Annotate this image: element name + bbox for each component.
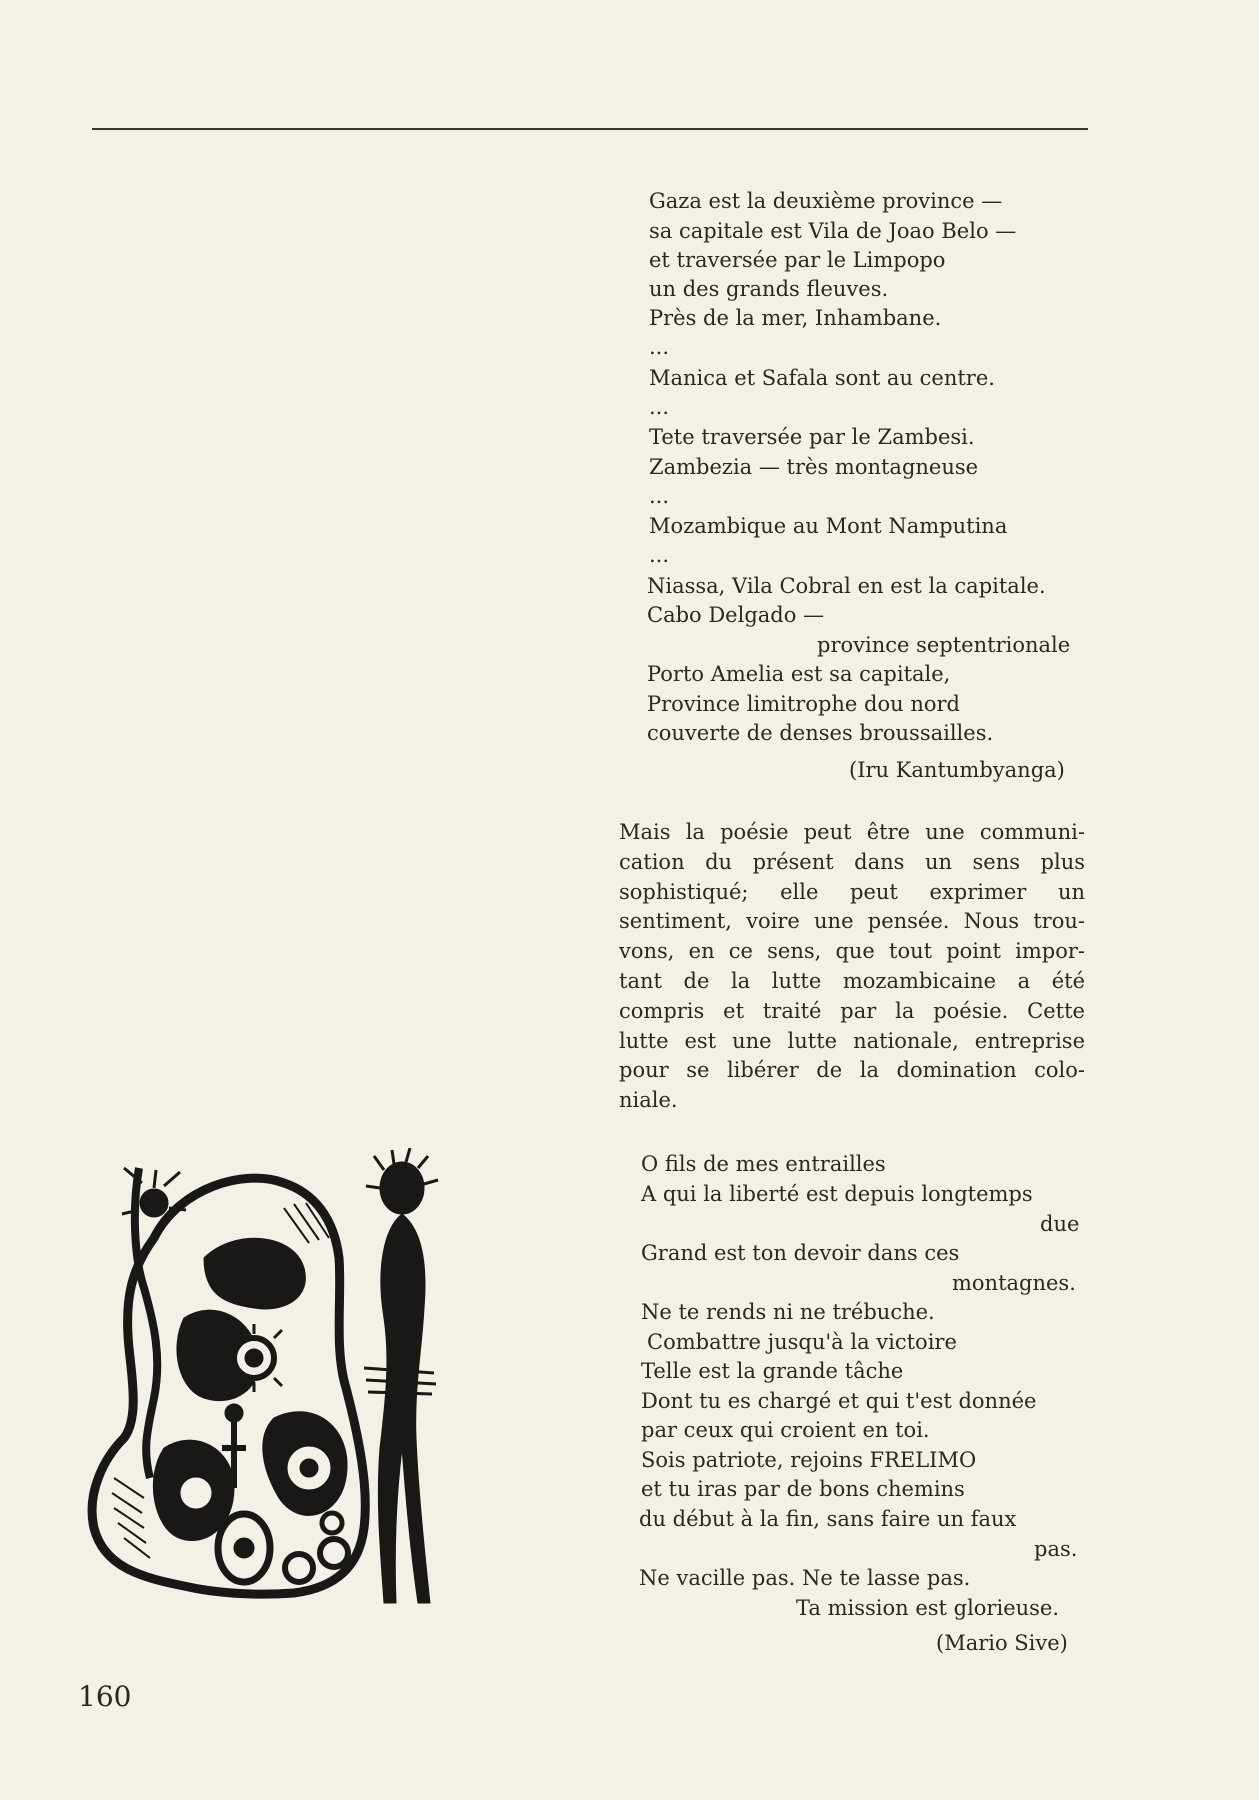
- poem-line: Niassa, Vila Cobral en est la capitale.: [647, 574, 1046, 598]
- poem-line: Ne te rends ni ne trébuche.: [641, 1300, 935, 1324]
- paragraph-line: sentiment, voire une pensée. Nous trou-: [619, 909, 1085, 934]
- prose-paragraph: [619, 818, 1085, 1116]
- paragraph-line: compris et traité par la poésie. Cette: [619, 998, 1085, 1023]
- poem-line: Province limitrophe dou nord: [647, 692, 960, 716]
- paragraph-line: niale.: [619, 1088, 678, 1113]
- paragraph-line: tant de la lutte mozambicaine a été: [619, 968, 1085, 993]
- paragraph-line: lutte est une lutte nationale, entreprise: [619, 1028, 1085, 1053]
- header-rule: [92, 128, 1088, 130]
- poem-line: Tete traversée par le Zambesi.: [649, 425, 975, 449]
- figures-drawing-icon: [84, 1148, 464, 1628]
- poem-ellipsis: ...: [649, 484, 670, 508]
- poem-line: montagnes.: [952, 1271, 1076, 1295]
- paragraph-line: sophistiqué; elle peut exprimer un: [619, 879, 1085, 904]
- poem-line: Manica et Safala sont au centre.: [649, 366, 995, 390]
- poem-line: Dont tu es chargé et qui t'est donnée: [641, 1389, 1037, 1413]
- poem-ellipsis: ...: [649, 335, 670, 359]
- poem-line: Ta mission est glorieuse.: [796, 1596, 1060, 1620]
- poem-line: O fils de mes entrailles: [641, 1152, 886, 1176]
- paragraph-line: Mais la poésie peut être une communi-: [619, 820, 1085, 844]
- poem-line: un des grands fleuves.: [649, 277, 889, 301]
- poem-line: Cabo Delgado —: [647, 603, 825, 627]
- poem-author: (Iru Kantumbyanga): [849, 758, 1065, 782]
- poem-ellipsis: ...: [649, 543, 670, 567]
- poem-line: Zambezia — très montagneuse: [649, 455, 979, 479]
- poem-line: due: [1040, 1212, 1080, 1236]
- poem-line: Ne vacille pas. Ne te lasse pas.: [639, 1566, 971, 1590]
- poem-line: Telle est la grande tâche: [641, 1359, 904, 1383]
- page-number: 160: [78, 1680, 132, 1713]
- poem-line: A qui la liberté est depuis longtemps: [641, 1182, 1033, 1206]
- poem-line: Grand est ton devoir dans ces: [641, 1241, 960, 1265]
- poem-line: et tu iras par de bons chemins: [641, 1477, 965, 1501]
- poem-line: Gaza est la deuxième province —: [649, 189, 1003, 213]
- paragraph-line: pour se libérer de la domination colo-: [619, 1058, 1085, 1083]
- poem-line: Porto Amelia est sa capitale,: [647, 662, 951, 686]
- paragraph-line: cation du présent dans un sens plus: [619, 849, 1085, 874]
- poem-author: (Mario Sive): [936, 1631, 1068, 1655]
- paragraph-line: vons, en ce sens, que tout point impor-: [619, 939, 1085, 964]
- poem-line: et traversée par le Limpopo: [649, 248, 946, 272]
- poem-ellipsis: ...: [649, 395, 670, 419]
- poem-line: Mozambique au Mont Namputina: [649, 514, 1008, 538]
- poem-line: Combattre jusqu'à la victoire: [647, 1330, 957, 1354]
- poem-line: couverte de denses broussailles.: [647, 721, 994, 745]
- poem-line: par ceux qui croient en toi.: [641, 1418, 930, 1442]
- poem-line: province septentrionale: [817, 633, 1071, 657]
- poem-line: Près de la mer, Inhambane.: [649, 306, 942, 330]
- poem-line: du début à la fin, sans faire un faux: [639, 1507, 1017, 1531]
- poem-line: sa capitale est Vila de Joao Belo —: [649, 219, 1017, 243]
- poem-line: pas.: [1034, 1537, 1078, 1561]
- poem-line: Sois patriote, rejoins FRELIMO: [641, 1448, 977, 1472]
